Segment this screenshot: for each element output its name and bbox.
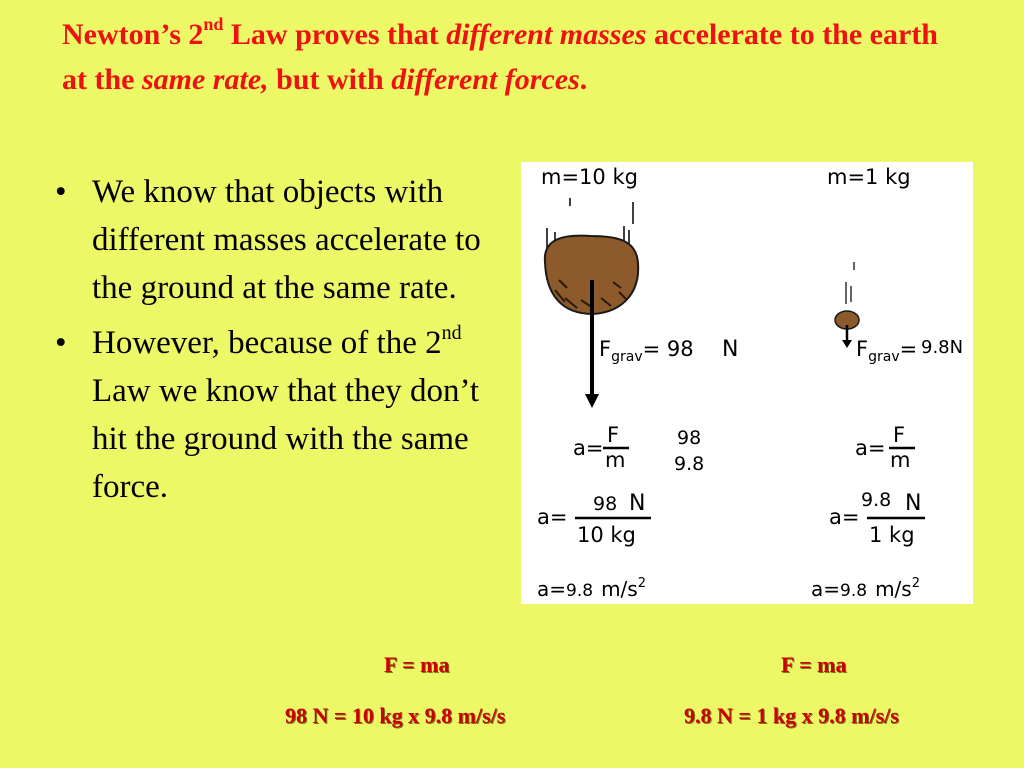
right-a2-num-value: 9.8 bbox=[861, 489, 892, 511]
left-fgrav-label: $F_{grav}= 98$ bbox=[599, 337, 694, 365]
left-side-denominator: 9.8 bbox=[674, 453, 705, 475]
falling-masses-figure bbox=[521, 162, 973, 604]
left-side-numerator: 98 bbox=[677, 427, 702, 449]
right-a2-num-unit: N bbox=[905, 491, 922, 516]
right-result: a=9.8 $m/s^2$ bbox=[811, 576, 920, 601]
right-a-frac-num: F bbox=[893, 423, 906, 447]
left-a2-num-value: 98 bbox=[593, 493, 618, 515]
bullet-item-different-force bbox=[55, 319, 495, 511]
left-a-frac-den: m bbox=[605, 448, 626, 472]
right-example-equation: 9.8 N = 1 kg x 9.8 m/s/s bbox=[684, 703, 899, 728]
bullet-item-same-rate bbox=[55, 168, 495, 312]
left-mass-label: m=10 kg bbox=[541, 165, 638, 189]
left-fgrav-unit: N bbox=[722, 337, 739, 362]
left-a2-den: 10 kg bbox=[577, 523, 636, 547]
bullet-text: We know that objects with different masses accelerate to the ground at the same rate. bbox=[92, 174, 481, 306]
right-mass-label: m=1 kg bbox=[827, 165, 911, 189]
right-fgrav-label: $F_{grav}=$ bbox=[856, 337, 918, 365]
left-a-label: a= bbox=[573, 436, 604, 460]
left-formula: F = ma bbox=[384, 652, 450, 677]
left-example-equation: 98 N = 10 kg x 9.8 m/s/s bbox=[285, 703, 506, 728]
right-a-label: a= bbox=[855, 436, 886, 460]
left-result: a=9.8 $m/s^2$ bbox=[537, 576, 646, 601]
bullet-list bbox=[55, 168, 495, 518]
slide-title: Newton’s 2nd Law proves that different masses accelerate to the earth at the same rate, but with different forces. bbox=[62, 14, 938, 96]
left-a-frac-num: F bbox=[607, 423, 620, 447]
left-a2-label: a= bbox=[537, 505, 568, 529]
falling-masses-diagram bbox=[521, 162, 973, 604]
right-motion-lines bbox=[846, 262, 854, 304]
right-a-frac-den: m bbox=[890, 448, 911, 472]
bullet-marker: • bbox=[55, 325, 67, 361]
left-a2-num-unit: N bbox=[629, 491, 646, 516]
right-a2-den: 1 kg bbox=[869, 523, 915, 547]
bullet-text: However, because of the 2nd Law we know that they don’t hit the ground with the same force. bbox=[92, 322, 480, 505]
right-formula: F = ma bbox=[781, 652, 847, 677]
right-fgrav-value: 9.8N bbox=[921, 337, 964, 358]
bullet-marker: • bbox=[55, 174, 67, 210]
right-a2-label: a= bbox=[829, 505, 860, 529]
